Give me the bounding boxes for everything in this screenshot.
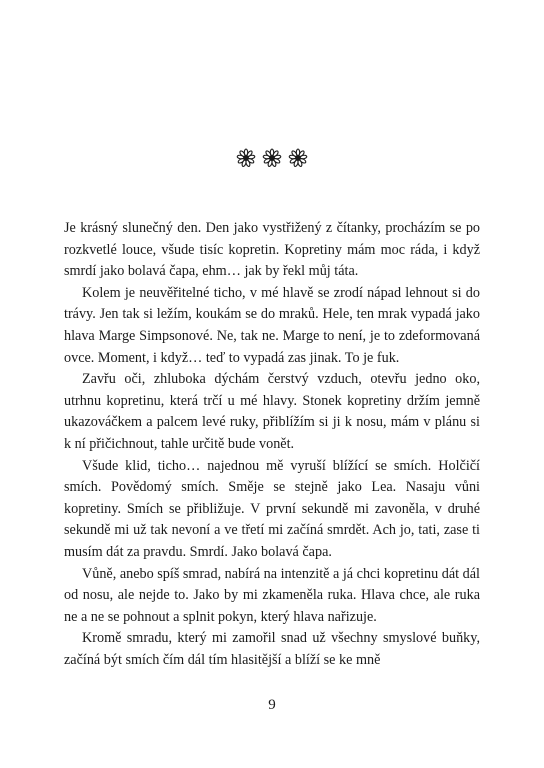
daisy-flower-icon	[288, 148, 308, 168]
paragraph: Vůně, anebo spíš smrad, nabírá na intenzitě a já chci kopretinu dát dál od nosu, ale nejde to. Jako by mi zkameněla ruka. Hlava chce, ale ruka ne a ne se pohnout a splnit pokyn, který hlava nařizuje.	[64, 565, 480, 625]
daisy-flower-icon	[262, 148, 282, 168]
paragraph: Je krásný slunečný den. Den jako vystřižený z čítanky, procházím se po rozkvetlé louce, všude tisíc kopretin. Kopretiny mám moc ráda, i když smrdí jako bolavá čapa, ehm… jak by řekl můj táta.	[64, 220, 480, 280]
paragraph: Kolem je neuvěřitelné ticho, v mé hlavě se zrodí nápad lehnout si do trávy. Jen tak si ležím, koukám se do mraků. Hele, ten mrak vypadá jako hlava Marge Simpsonové. Ne, tak ne. Marge to není, je to zdeformovaná ovce. Moment, i když… teď to vypadá zas jinak. To je fuk.	[64, 284, 480, 366]
body-text	[64, 218, 480, 671]
paragraph: Kromě smradu, který mi zamořil snad už všechny smyslové buňky, začíná být smích čím dál tím hlasitější a blíží se ke mně	[64, 630, 480, 668]
paragraph: Všude klid, ticho… najednou mě vyruší blížící se smích. Holčičí smích. Povědomý smích. Směje se stejně jako Lea. Nasaju vůni kopretiny. Smích se přibližuje. V první sekundě mi zavoněla, v druhé sekundě mi už tak nevoní a ve třetí mi začíná smrdět. Ach jo, tati, zase ti musím dát za pravdu. Smrdí. Jako bolavá čapa.	[64, 457, 480, 560]
page-number: 9	[268, 697, 276, 713]
section-ornament	[0, 148, 544, 168]
paragraph: Zavřu oči, zhluboka dýchám čerstvý vzduch, otevřu jedno oko, utrhnu kopretinu, která trčí u mé hlavy. Stonek kopretiny držím jemně ukazováčkem a palcem levé ruky, přiblížím si ji k nosu, mám v plánu si k ní přičichnout, tahle určitě bude vonět.	[64, 371, 480, 452]
daisy-flower-icon	[236, 148, 256, 168]
